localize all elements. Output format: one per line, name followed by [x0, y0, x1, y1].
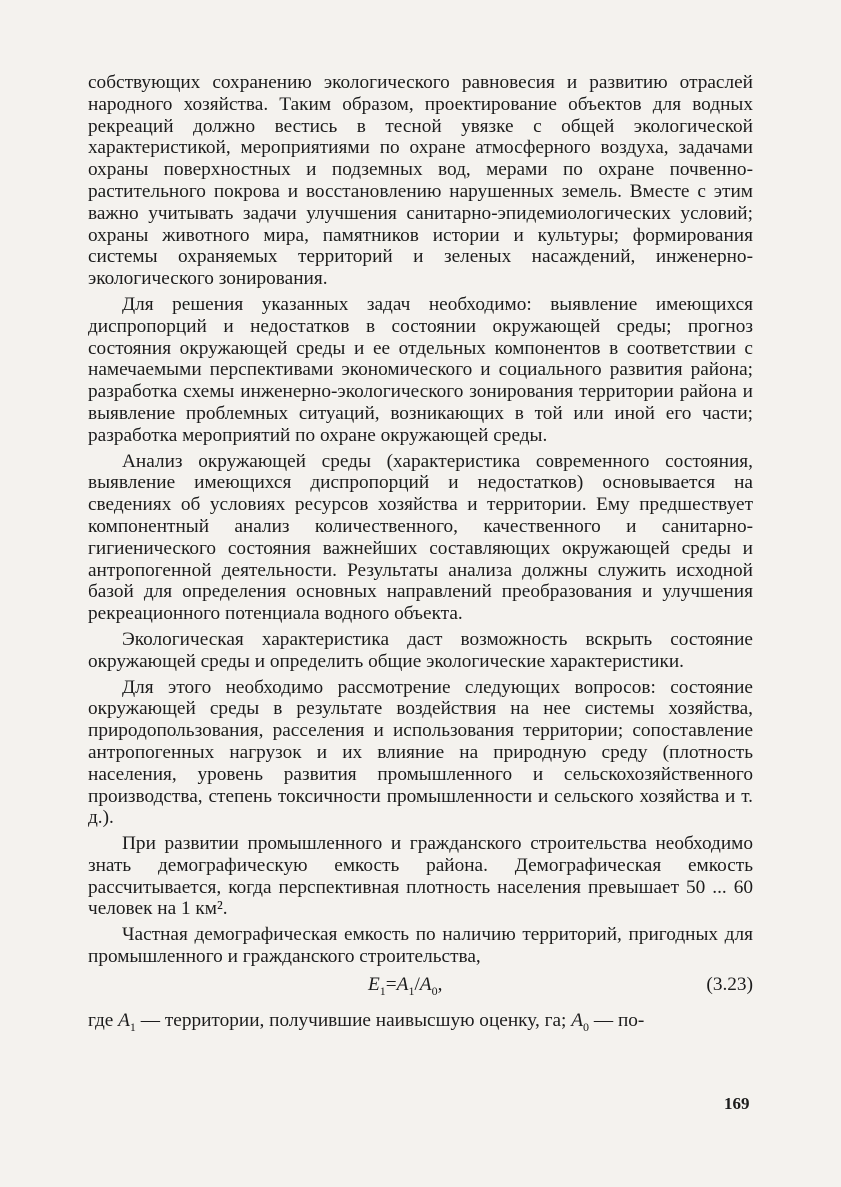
paragraph-2: Для решения указанных задач необходимо: выявление имеющихся диспропорций и недостатков в состоянии окружающей среды; прогноз состояния окружающей среды и ее отдельных компонентов в соответствии с намечаемыми перспективами экономического и социального развития района; разработка схемы инженерно-экологического зонирования территории района и выявление проблемных ситуаций, возникающих в той или иной его части; разработка мероприятий по охране окружающей среды. — [88, 293, 753, 446]
formula: $E_1=A_1/A_0$, — [368, 973, 443, 998]
paragraph-4: Экологическая характеристика даст возможность вскрыть состояние окружающей среды и определить общие экологические характеристики. — [88, 628, 753, 672]
paragraph-5: Для этого необходимо рассмотрение следующих вопросов: состояние окружающей среды в результате воздействия на нее системы хозяйства, природопользования, расселения и использования территории; сопоставление антропогенных нагрузок и их влияние на природную среду (плотность населения, уровень развития промышленного и сельскохозяйственного производства, степень токсичности промышленности и сельского хозяйства и т. д.). — [88, 676, 753, 829]
paragraph-6: При развитии промышленного и гражданского строительства необходимо знать демографическую емкость района. Демографическая емкость рассчитывается, когда перспективная плотность населения превышает 50 ... 60 человек на 1 км². — [88, 833, 753, 920]
paragraph-1: собствующих сохранению экологического равновесия и развитию отраслей народного хозяйства. Таким образом, проектирование объектов для водных рекреаций должно вестись в тесной увязке с общей экологической характеристикой, мероприятиями по охране атмосферного воздуха, задачами охраны поверхностных и подземных вод, мерами по охране почвенно-растительного покрова и восстановлению нарушенных земель. Вместе с этим важно учитывать задачи улучшения санитарно-эпидемиологических условий; охраны животного мира, памятников истории и культуры; формирования системы охраняемых территорий и зеленых насаждений, инженерно-экологического зонирования. — [88, 72, 753, 290]
paragraph-7: Частная демографическая емкость по наличию территорий, пригодных для промышленного и гражданского строительства, — [88, 924, 753, 968]
equation-number: (3.23) — [706, 973, 753, 995]
page-number: 169 — [724, 1094, 750, 1113]
paragraph-3: Анализ окружающей среды (характеристика современного состояния, выявление имеющихся диспропорций и недостатков) основывается на сведениях об условиях ресурсов хозяйства и территории. Ему предшествует компонентный анализ количественного, качественного и санитарно-гигиенического состояния важнейших составляющих окружающей среды и антропогенной деятельности. Результаты анализа должны служить исходной базой для определения основных направлений преобразования и улучшения рекреационного потенциала водного объекта. — [88, 450, 753, 625]
page-body — [88, 72, 753, 1039]
definition-line: где $A_1$ — территории, получившие наивысшую оценку, га; $A_0$ — по- — [88, 1009, 645, 1034]
formula-line — [88, 974, 753, 998]
